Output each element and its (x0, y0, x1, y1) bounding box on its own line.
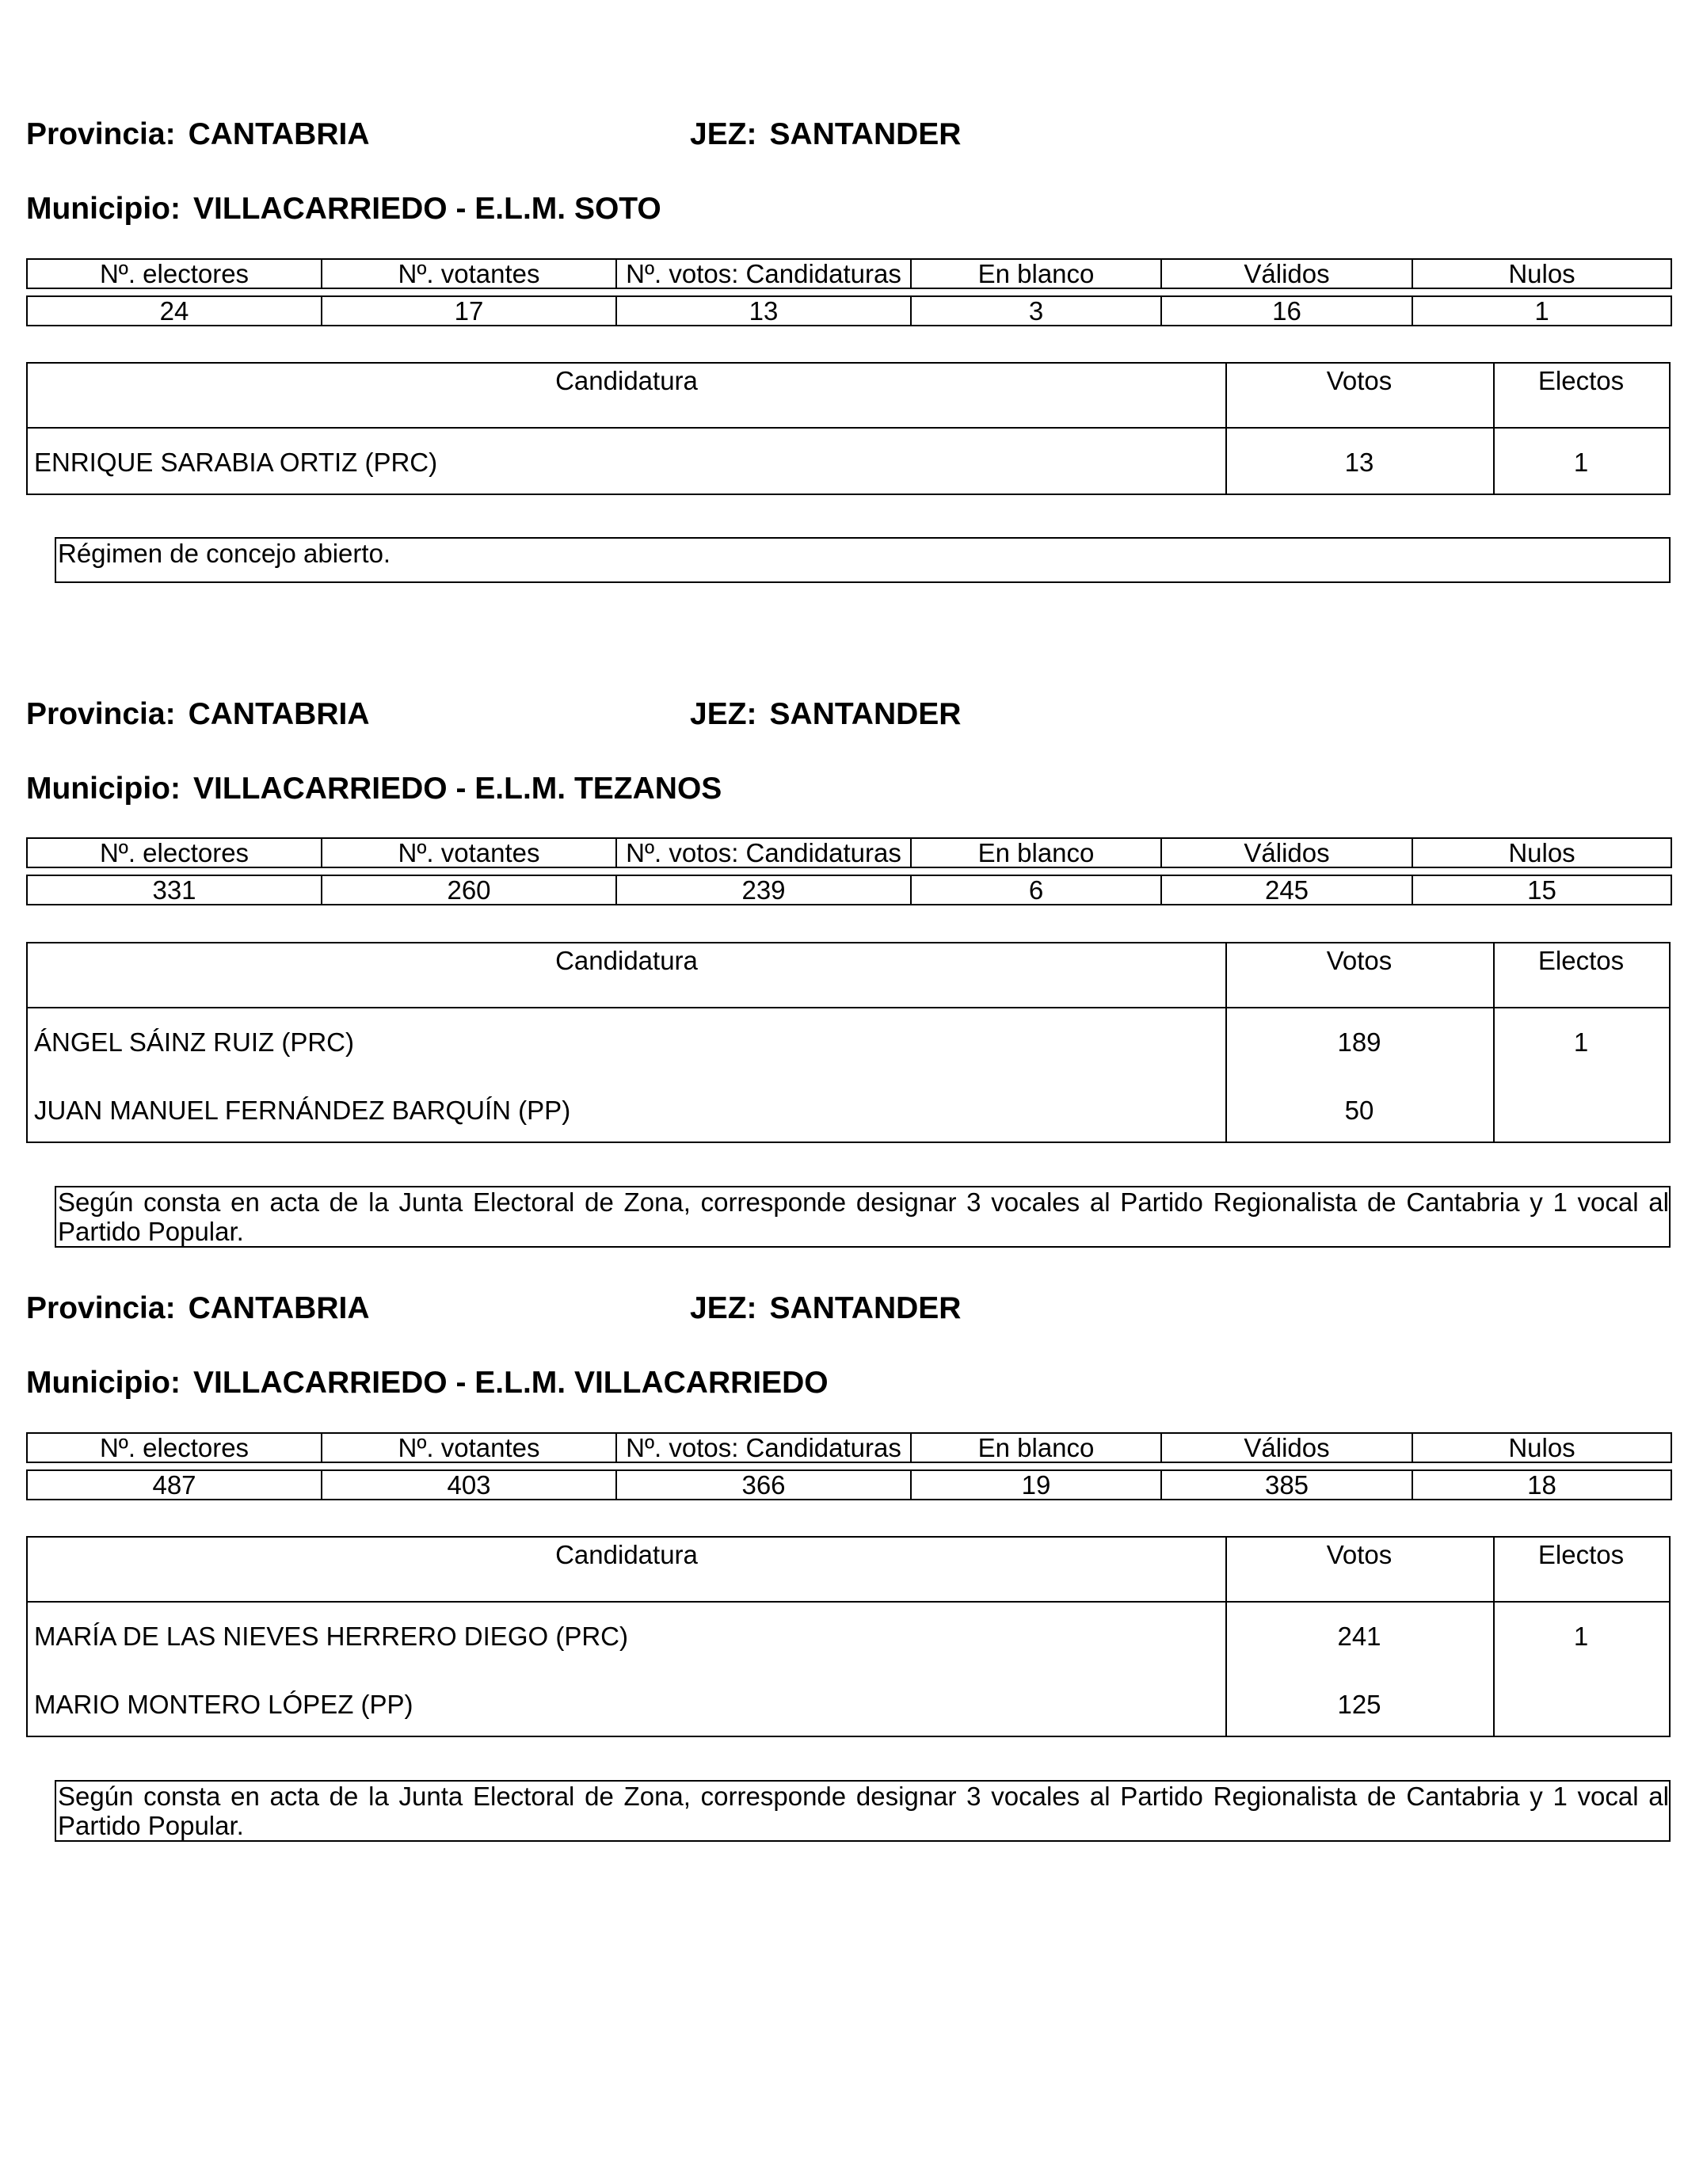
municipio-label: Municipio: (26, 192, 181, 226)
jez-heading (690, 115, 961, 154)
section-note: Régimen de concejo abierto. (55, 537, 1671, 583)
summary-value-row (27, 875, 1671, 905)
header-nulos: Nulos (1412, 259, 1671, 288)
municipio-value: VILLACARRIEDO - E.L.M. VILLACARRIEDO (192, 1366, 829, 1400)
header-row-municipio (26, 189, 1674, 229)
candidate-name: ÁNGEL SÁINZ RUIZ (PRC) (34, 1027, 354, 1057)
header-electores: Nº. electores (27, 259, 322, 288)
candidate-row (28, 1603, 1669, 1671)
summary-header-row (27, 259, 1671, 288)
header-nulos: Nulos (1412, 838, 1671, 867)
provincia-heading (26, 115, 370, 154)
candidates-header-row (28, 1538, 1669, 1603)
municipio-heading (26, 769, 722, 809)
candidates-table (26, 942, 1671, 1143)
value-votos-candidaturas: 239 (616, 875, 911, 905)
jez-value: SANTANDER (769, 117, 962, 151)
header-electores: Nº. electores (27, 1433, 322, 1462)
candidate-elected: 1 (1573, 1622, 1589, 1651)
header-row-municipio (26, 769, 1674, 809)
candidate-elected: 1 (1573, 1027, 1589, 1057)
header-en-blanco: En blanco (911, 1433, 1161, 1462)
candidates-table (26, 1536, 1671, 1737)
provincia-label: Provincia: (26, 1291, 176, 1325)
provincia-value: CANTABRIA (188, 1291, 370, 1325)
candidate-row (28, 1077, 1669, 1145)
value-validos: 16 (1161, 296, 1412, 326)
value-votos-candidaturas: 13 (616, 296, 911, 326)
header-row-provincia (26, 115, 1674, 154)
header-row-municipio (26, 1363, 1674, 1403)
header-electos: Electos (1537, 946, 1625, 975)
header-votantes: Nº. votantes (322, 838, 616, 867)
candidate-votes: 50 (1344, 1096, 1374, 1125)
candidate-elected: 1 (1573, 448, 1589, 477)
section-note: Según consta en acta de la Junta Electoral de Zona, corresponde designar 3 vocales al Partido Regionalista de Cantabria y 1 vocal al Partido Popular. (55, 1186, 1671, 1248)
header-nulos: Nulos (1412, 1433, 1671, 1462)
summary-table (26, 837, 1672, 905)
header-candidatura: Candidatura (555, 1540, 698, 1569)
candidate-votes: 13 (1344, 448, 1374, 477)
provincia-heading (26, 1289, 370, 1328)
summary-header-row (27, 1433, 1671, 1462)
header-votos-candidaturas: Nº. votos: Candidaturas (616, 838, 911, 867)
header-votos: Votos (1326, 1540, 1393, 1569)
header-votos-candidaturas: Nº. votos: Candidaturas (616, 1433, 911, 1462)
municipio-label: Municipio: (26, 772, 181, 806)
candidate-votes: 189 (1337, 1027, 1381, 1057)
candidate-name: MARÍA DE LAS NIEVES HERRERO DIEGO (PRC) (34, 1622, 628, 1651)
value-electores: 24 (27, 296, 322, 326)
header-electos: Electos (1537, 366, 1625, 395)
summary-table (26, 1432, 1672, 1500)
value-votantes: 17 (322, 296, 616, 326)
candidates-table (26, 362, 1671, 495)
header-candidatura: Candidatura (555, 946, 698, 975)
value-votos-candidaturas: 366 (616, 1470, 911, 1500)
value-electores: 487 (27, 1470, 322, 1500)
header-votos: Votos (1326, 946, 1393, 975)
header-validos: Válidos (1161, 259, 1412, 288)
candidates-header-row (28, 943, 1669, 1008)
jez-value: SANTANDER (769, 1291, 962, 1325)
header-electos: Electos (1537, 1540, 1625, 1569)
header-votantes: Nº. votantes (322, 259, 616, 288)
value-nulos: 1 (1412, 296, 1671, 326)
header-validos: Válidos (1161, 838, 1412, 867)
header-row-provincia (26, 1289, 1674, 1328)
provincia-value: CANTABRIA (188, 117, 370, 151)
candidate-elected (1493, 1671, 1669, 1739)
candidate-row (28, 1671, 1669, 1739)
candidate-name: MARIO MONTERO LÓPEZ (PP) (34, 1690, 413, 1719)
provincia-heading (26, 695, 370, 734)
candidate-elected (1493, 1077, 1669, 1145)
candidate-row (28, 1008, 1669, 1077)
candidate-votes: 241 (1337, 1622, 1381, 1651)
candidate-name: JUAN MANUEL FERNÁNDEZ BARQUÍN (PP) (34, 1096, 571, 1125)
header-votantes: Nº. votantes (322, 1433, 616, 1462)
candidate-name: ENRIQUE SARABIA ORTIZ (PRC) (34, 448, 438, 477)
municipio-value: VILLACARRIEDO - E.L.M. TEZANOS (192, 772, 722, 806)
value-validos: 245 (1161, 875, 1412, 905)
candidate-votes: 125 (1337, 1690, 1381, 1719)
summary-value-row (27, 296, 1671, 326)
header-votos: Votos (1326, 366, 1393, 395)
municipio-heading (26, 1363, 829, 1403)
municipio-heading (26, 189, 661, 229)
header-en-blanco: En blanco (911, 838, 1161, 867)
jez-heading (690, 1289, 961, 1328)
candidates-header-row (28, 364, 1669, 429)
header-electores: Nº. electores (27, 838, 322, 867)
value-electores: 331 (27, 875, 322, 905)
summary-header-row (27, 838, 1671, 867)
value-votantes: 403 (322, 1470, 616, 1500)
municipio-value: VILLACARRIEDO - E.L.M. SOTO (192, 192, 661, 226)
jez-label: JEZ: (690, 697, 757, 731)
candidate-row (28, 429, 1669, 497)
header-candidatura: Candidatura (555, 366, 698, 395)
jez-label: JEZ: (690, 1291, 757, 1325)
value-en-blanco: 3 (911, 296, 1161, 326)
value-en-blanco: 6 (911, 875, 1161, 905)
header-votos-candidaturas: Nº. votos: Candidaturas (616, 259, 911, 288)
jez-label: JEZ: (690, 117, 757, 151)
section-note: Según consta en acta de la Junta Electoral de Zona, corresponde designar 3 vocales al Partido Regionalista de Cantabria y 1 vocal al Partido Popular. (55, 1780, 1671, 1842)
value-nulos: 15 (1412, 875, 1671, 905)
jez-heading (690, 695, 961, 734)
value-nulos: 18 (1412, 1470, 1671, 1500)
header-en-blanco: En blanco (911, 259, 1161, 288)
provincia-label: Provincia: (26, 697, 176, 731)
header-validos: Válidos (1161, 1433, 1412, 1462)
header-row-provincia (26, 695, 1674, 734)
summary-value-row (27, 1470, 1671, 1500)
provincia-label: Provincia: (26, 117, 176, 151)
value-validos: 385 (1161, 1470, 1412, 1500)
provincia-value: CANTABRIA (188, 697, 370, 731)
jez-value: SANTANDER (769, 697, 962, 731)
value-en-blanco: 19 (911, 1470, 1161, 1500)
municipio-label: Municipio: (26, 1366, 181, 1400)
value-votantes: 260 (322, 875, 616, 905)
summary-table (26, 258, 1672, 326)
